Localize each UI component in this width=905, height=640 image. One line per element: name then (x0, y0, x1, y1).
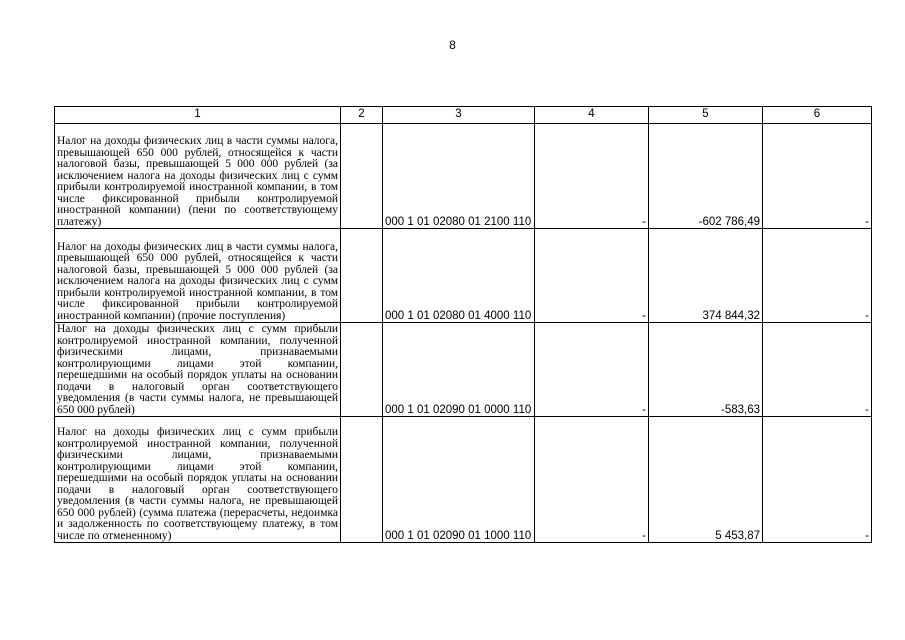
header-cell-1: 1 (55, 107, 341, 124)
header-cell-2: 2 (341, 107, 383, 124)
row-code: 000 1 01 02090 01 1000 110 (383, 417, 535, 543)
row-col4: - (535, 417, 649, 543)
row-col6: - (763, 323, 872, 417)
header-cell-5: 5 (649, 107, 763, 124)
row-amount: -583,63 (649, 323, 763, 417)
row-col4: - (535, 124, 649, 229)
row-amount: 374 844,32 (649, 229, 763, 323)
row-col6: - (763, 229, 872, 323)
row-description: Налог на доходы физических лиц в части суммы налога, превышающей 650 000 рублей, относящейся к части налоговой базы, превышающей 5 000 000 рублей (за исключением налога на доходы физических лиц с сумм прибыли контролируемой иностранной компании, в том числе фиксированной прибыли контролируемой иностранной компании) (прочие поступления) (55, 229, 341, 323)
row-col2 (341, 229, 383, 323)
row-col6: - (763, 124, 872, 229)
row-col2 (341, 124, 383, 229)
header-cell-4: 4 (535, 107, 649, 124)
header-cell-6: 6 (763, 107, 872, 124)
table-row (55, 323, 872, 417)
table-row (55, 229, 872, 323)
row-description: Налог на доходы физических лиц с сумм прибыли контролируемой иностранной компании, полученной физическими лицами, признаваемыми контролирующими лицами этой компании, перешедшими на особый порядок уплаты на основании подачи в налоговый орган соответствующего уведомления (в части суммы налога, не превышающей 650 000 рублей) (сумма платежа (перерасчеты, недоимка и задолженность по соответствующему платежу, в том числе по отмененному) (55, 417, 341, 543)
row-col6: - (763, 417, 872, 543)
row-code: 000 1 01 02080 01 2100 110 (383, 124, 535, 229)
row-col2 (341, 323, 383, 417)
table-row (55, 124, 872, 229)
report-table (54, 106, 872, 543)
row-description: Налог на доходы физических лиц в части суммы налога, превышающей 650 000 рублей, относящейся к части налоговой базы, превышающей 5 000 000 рублей (за исключением налога на доходы физических лиц с сумм прибыли контролируемой иностранной компании, в том числе фиксированной прибыли контролируемой иностранной компании) (пени по соответствующему платежу) (55, 124, 341, 229)
page-number: 8 (449, 38, 456, 52)
table-row (55, 417, 872, 543)
row-col4: - (535, 323, 649, 417)
row-amount: -602 786,49 (649, 124, 763, 229)
row-description: Налог на доходы физических лиц с сумм прибыли контролируемой иностранной компании, полученной физическими лицами, признаваемыми контролирующими лицами этой компании, перешедшими на особый порядок уплаты на основании подачи в налоговый орган соответствующего уведомления (в части суммы налога, не превышающей 650 000 рублей) (55, 323, 341, 417)
row-col4: - (535, 229, 649, 323)
row-code: 000 1 01 02080 01 4000 110 (383, 229, 535, 323)
header-row (55, 107, 872, 124)
row-col2 (341, 417, 383, 543)
row-amount: 5 453,87 (649, 417, 763, 543)
header-cell-3: 3 (383, 107, 535, 124)
row-code: 000 1 01 02090 01 0000 110 (383, 323, 535, 417)
